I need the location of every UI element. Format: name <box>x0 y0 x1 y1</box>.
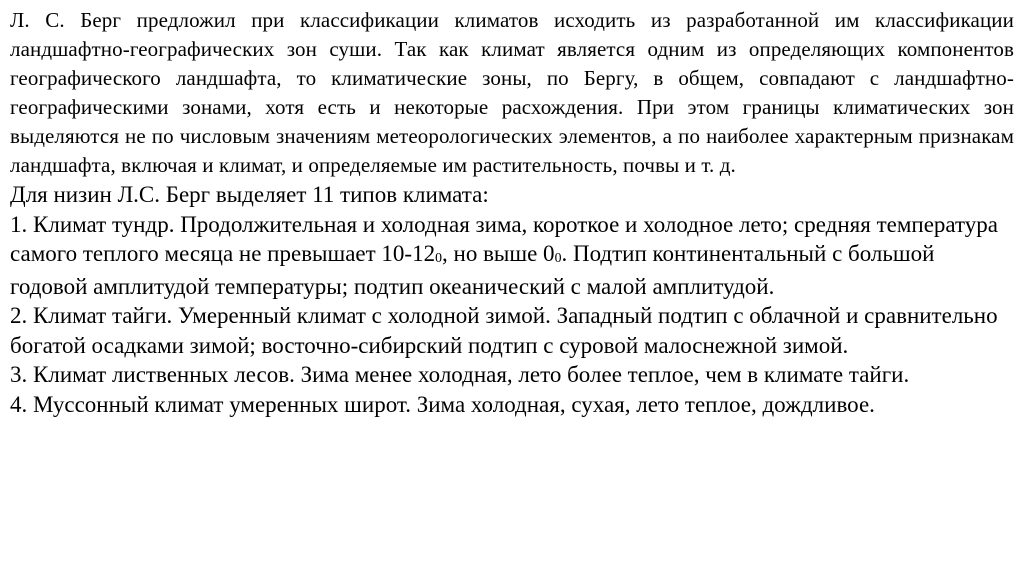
climate-item-taiga: 2. Климат тайги. Умеренный климат с холодной зимой. Западный подтип с облачной и сравнительно богатой осадками зимой; восточно-сибирский подтип с суровой малоснежной зимой. <box>10 303 998 358</box>
climate-item-deciduous: 3. Климат лиственных лесов. Зима менее холодная, лето более теплое, чем в климате тайги. <box>10 362 910 387</box>
climate-item-tundra-text-2: , но выше 0 <box>442 241 555 266</box>
climate-item-tundra-text-1: 1. Климат тундр. Продолжительная и холодная зима, короткое и холодное лето; средняя температура самого теплого месяца не превышает 10-12 <box>10 211 998 266</box>
temperature-subscript-1: 0 <box>435 249 443 265</box>
intro-paragraph: Л. С. Берг предложил при классификации климатов исходить из разработанной им классификации ландшафтно-географических зон суши. Так как климат является одним из определяющих компонентов географического ландшафта, то климатические зоны, по Бергу, в общем, совпадают с ландшафтно-географическими зонами, хотя есть и некоторые расхождения. При этом границы климатических зон выделяются не по числовым значениям метеорологических элементов, а по наиболее характерным признакам ландшафта, включая и климат, и определяемые им растительность, почвы и т. д. <box>10 8 1014 177</box>
climate-item-tundra-text-3: . Подтип континентальный с большой годовой амплитудой температуры; подтип океанический с малой амплитудой. <box>10 241 935 299</box>
list-heading: Для низин Л.С. Берг выделяет 11 типов климата: <box>10 182 489 207</box>
climate-item-monsoon: 4. Муссонный климат умеренных широт. Зима холодная, сухая, лето теплое, дождливое. <box>10 391 875 417</box>
temperature-subscript-2: 0 <box>554 249 562 265</box>
climate-item-tundra <box>10 210 1014 302</box>
